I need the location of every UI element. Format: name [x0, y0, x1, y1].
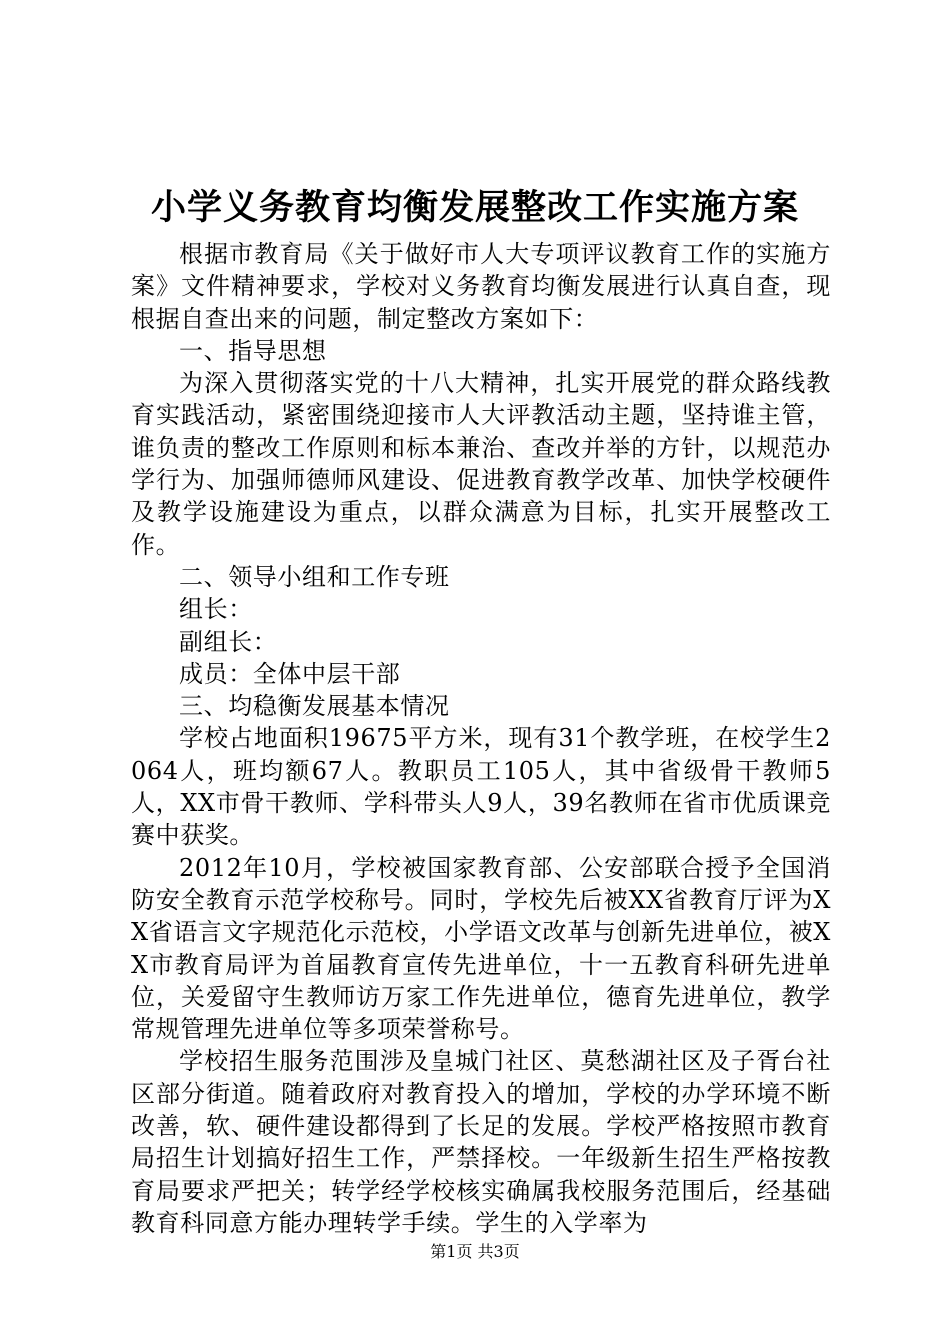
heading-basic-situation: 三、均稳衡发展基本情况 [179, 692, 450, 721]
line-members: 成员：全体中层干部 [179, 659, 401, 688]
document-body [131, 238, 831, 1239]
paragraph-intro: 根据市教育局《关于做好市人大专项评议教育工作的实施方案》文件精神要求，学校对义务教育均衡发展进行认真自查，现根据自查出来的问题，制定整改方案如下： [131, 240, 831, 333]
paragraph-honors: 2012年10月，学校被国家教育部、公安部联合授予全国消防安全教育示范学校称号。同时，学校先后被XX省教育厅评为XX省语言文字规范化示范校，小学语文改革与创新先进单位，被XX市教育局评为首届教育宣传先进单位，十一五教育科研先进单位，关爱留守生教师访万家工作先进单位，德育先进单位，教学常规管理先进单位等多项荣誉称号。 [131, 853, 831, 1044]
heading-guiding-thought: 一、指导思想 [179, 336, 327, 365]
paragraph-school-stats: 学校占地面积19675平方米，现有31个教学班，在校学生2064人，班均额67人。教职员工105人，其中省级骨干教师5人，XX市骨干教师、学科带头人9人，39名教师在省市优质课竞赛中获奖。 [131, 724, 831, 850]
paragraph-enrollment: 学校招生服务范围涉及皇城门社区、莫愁湖社区及子胥台社区部分街道。随着政府对教育投入的增加，学校的办学环境不断改善，软、硬件建设都得到了长足的发展。学校严格按照市教育局招生计划搞好招生工作，严禁择校。一年级新生招生严格按教育局要求严把关；转学经学校核实确属我校服务范围后，经基础教育科同意方能办理转学手续。学生的入学率为 [131, 1047, 831, 1237]
line-group-leader: 组长： [179, 595, 253, 624]
line-deputy-leader: 副组长： [179, 627, 278, 656]
heading-leadership-group: 二、领导小组和工作专班 [179, 562, 450, 591]
paragraph-guiding-thought: 为深入贯彻落实党的十八大精神，扎实开展党的群众路线教育实践活动，紧密围绕迎接市人大评教活动主题，坚持谁主管，谁负责的整改工作原则和标本兼治、查改并举的方针，以规范办学行为、加强师德师风建设、促进教育教学改革、加快学校硬件及教学设施建设为重点，以群众满意为目标，扎实开展整改工作。 [131, 369, 831, 559]
document-title: 小学义务教育均衡发展整改工作实施方案 [150, 187, 799, 228]
page-number-footer: 第1页 共3页 [430, 1242, 520, 1261]
